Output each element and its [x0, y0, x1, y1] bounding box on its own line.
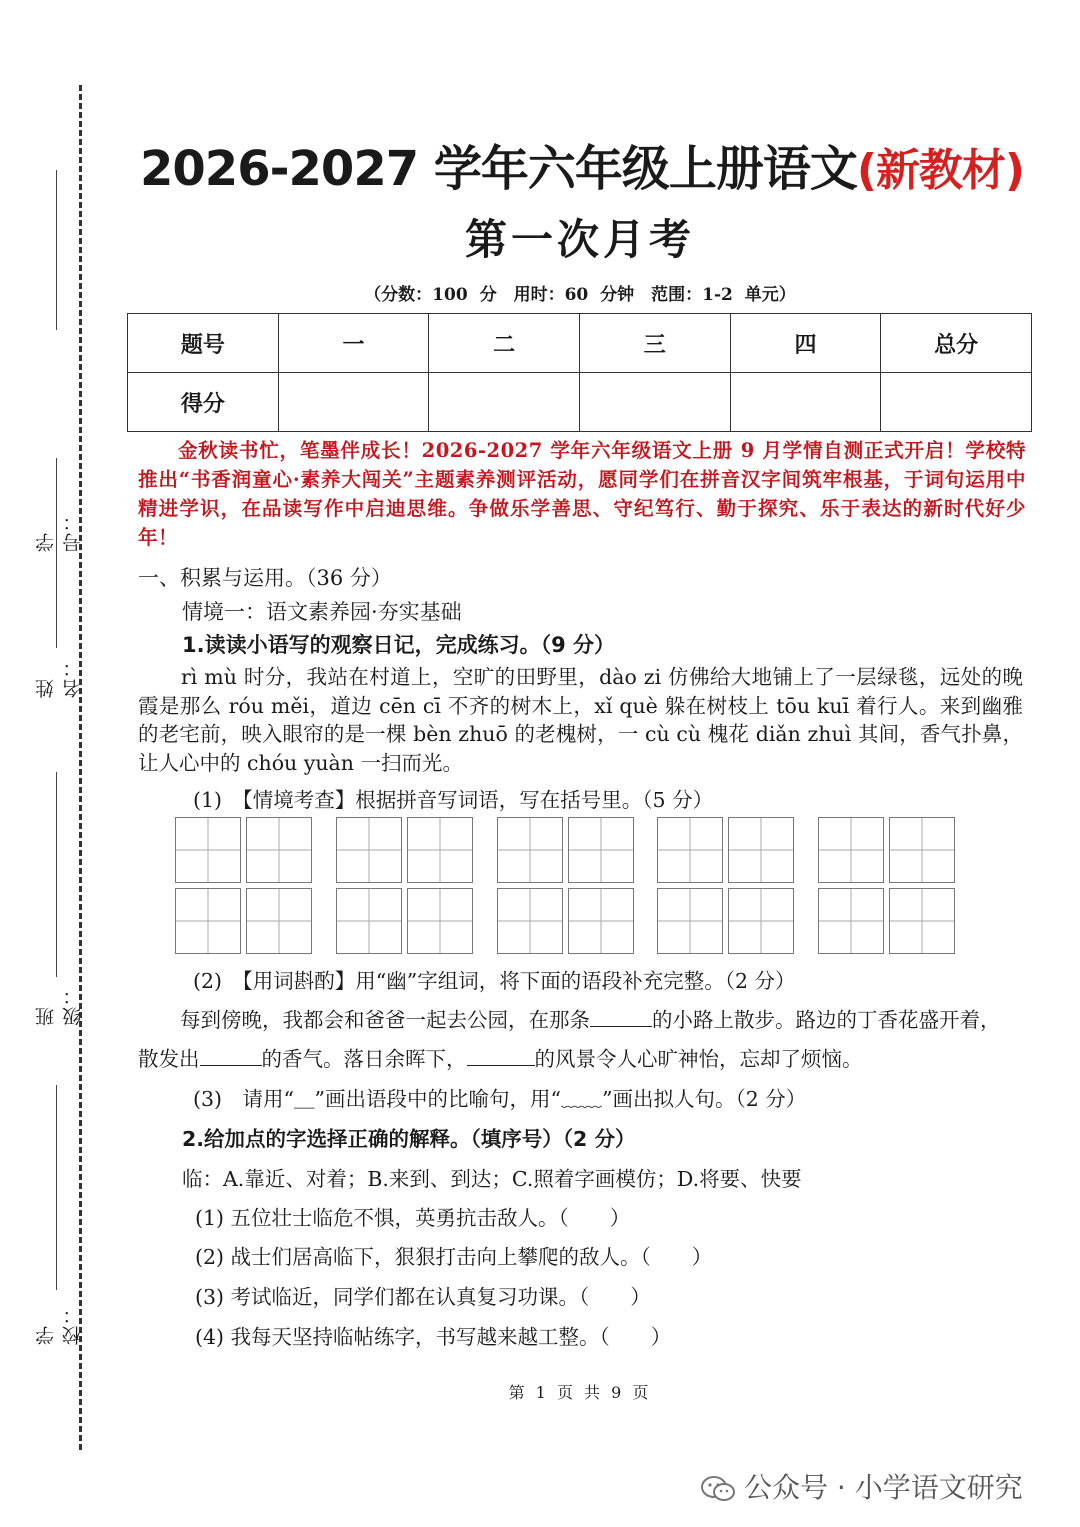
- field-underline: [56, 458, 57, 648]
- grid-cell[interactable]: [407, 817, 473, 883]
- question-2-item: (3) 考试临近，同学们都在认真复习功课。（ ）: [195, 1285, 651, 1309]
- page-subtitle: 第一次月考: [464, 215, 695, 264]
- grid-cell[interactable]: [497, 888, 563, 954]
- watermark-text: 公众号 · 小学语文研究: [744, 1471, 1023, 1504]
- header-cell: 一: [278, 314, 429, 373]
- fill-text: 的香气。落日余晖下，: [261, 1047, 467, 1071]
- grid-cell[interactable]: [728, 888, 794, 954]
- score-table-header-row: [128, 314, 1032, 373]
- grid-cell[interactable]: [175, 817, 241, 883]
- fill-text: 每到傍晚，我都会和爸爸一起去公园，在那条: [180, 1008, 590, 1032]
- score-cell[interactable]: [730, 373, 881, 432]
- title-main: 2026-2027 学年六年级上册语文: [140, 141, 857, 197]
- field-underline: [56, 772, 57, 977]
- score-cell[interactable]: [579, 373, 730, 432]
- grid-cell[interactable]: [818, 817, 884, 883]
- grid-cell[interactable]: [728, 817, 794, 883]
- watermark: [700, 1466, 1023, 1506]
- field-label: 学号：: [35, 510, 84, 552]
- grid-cell[interactable]: [889, 888, 955, 954]
- row-label-cell: 得分: [128, 373, 279, 432]
- fill-paragraph-line-2: [138, 1042, 863, 1072]
- question-1-title: 1.读读小语写的观察日记，完成练习。（9 分）: [182, 633, 616, 657]
- fill-blank[interactable]: [200, 1047, 262, 1066]
- answer-grid-group[interactable]: [818, 817, 958, 957]
- sub-question-1: (1) 【情境考查】根据拼音写词语，写在括号里。（5 分）: [193, 788, 714, 812]
- fill-paragraph-line-1: [180, 1003, 1001, 1033]
- grid-cell[interactable]: [246, 888, 312, 954]
- question-2-item: (4) 我每天坚持临帖练字，书写越来越工整。（ ）: [195, 1325, 672, 1349]
- answer-grid-group[interactable]: [175, 817, 315, 957]
- grid-cell[interactable]: [889, 817, 955, 883]
- answer-grid-group[interactable]: [497, 817, 637, 957]
- grid-cell[interactable]: [568, 888, 634, 954]
- header-cell: 四: [730, 314, 881, 373]
- score-cell[interactable]: [429, 373, 580, 432]
- page-number: 第 1 页 共 9 页: [508, 1383, 652, 1402]
- field-label: 班级：: [35, 984, 84, 1026]
- grid-cell[interactable]: [657, 817, 723, 883]
- question-2-options: 临：A.靠近、对着；B.来到、到达；C.照着字画模仿；D.将要、快要: [182, 1167, 802, 1191]
- header-cell: 总分: [881, 314, 1032, 373]
- answer-grid-group[interactable]: [657, 817, 797, 957]
- question-2-title: 2.给加点的字选择正确的解释。（填序号）（2 分）: [182, 1127, 636, 1151]
- field-underline: [56, 1085, 57, 1290]
- fill-text: 的小路上散步。路边的丁香花盛开着，: [652, 1008, 1001, 1032]
- score-cell[interactable]: [278, 373, 429, 432]
- header-cell: 题号: [128, 314, 279, 373]
- grid-cell[interactable]: [246, 817, 312, 883]
- diary-passage: rì mù 时分，我站在村道上，空旷的田野里，dào zi 仿佛给大地铺上了一层绿毯，远处的晚霞是那么 róu měi，道边 cēn cī 不齐的树木上，xǐ què 躲在树枝上 tōu kuī 着行人。来到幽雅的老宅前，映入眼帘的是一棵 bèn zhuō 的老槐树，一 cù cù 槐花 diǎn zhuì 其间，香气扑鼻，让人心中的 chóu yuàn 一扫而光。: [138, 665, 1023, 775]
- grid-cell[interactable]: [657, 888, 723, 954]
- grid-cell[interactable]: [407, 888, 473, 954]
- grid-cell[interactable]: [175, 888, 241, 954]
- score-table-score-row: [128, 373, 1032, 432]
- grid-cell[interactable]: [818, 888, 884, 954]
- scene-heading: 情境一：语文素养园·夯实基础: [182, 600, 462, 624]
- fill-text: 的风景令人心旷神怡，忘却了烦恼。: [534, 1047, 863, 1071]
- page-title: [140, 130, 1025, 199]
- score-table: [127, 313, 1032, 432]
- fill-text: 散发出: [138, 1047, 200, 1071]
- question-2-item: (1) 五位壮士临危不惧，英勇抗击敌人。（ ）: [195, 1206, 631, 1230]
- question-2-item: (2) 战士们居高临下，狠狠打击向上攀爬的敌人。（ ）: [195, 1245, 713, 1269]
- field-label: 学校：: [35, 1303, 84, 1345]
- grid-cell[interactable]: [497, 817, 563, 883]
- field-label: 姓名：: [35, 656, 84, 698]
- header-cell: 三: [579, 314, 730, 373]
- grid-cell[interactable]: [336, 817, 402, 883]
- binding-dashed-line: [79, 85, 82, 1450]
- intro-text: 金秋读书忙，笔墨伴成长！2026-2027 学年六年级语文上册 9 月学情自测正式开启！学校特推出“书香润童心·素养大闯关”主题素养测评活动，愿同学们在拼音汉字间筑牢根基，于词句运用中精进学识，在品读写作中启迪思维。争做乐学善思、守纪笃行、勤于探究、乐于表达的新时代好少年！: [138, 439, 1026, 549]
- exam-meta: （分数：100 分 用时：60 分钟 范围：1-2 单元）: [364, 285, 796, 305]
- fill-blank[interactable]: [590, 1008, 652, 1027]
- writing-grid: [175, 817, 960, 957]
- header-cell: 二: [429, 314, 580, 373]
- sub-question-3: (3) 请用“＿”画出语段中的比喻句，用“﹏﹏”画出拟人句。（2 分）: [193, 1087, 807, 1111]
- answer-grid-group[interactable]: [336, 817, 476, 957]
- fill-blank[interactable]: [467, 1047, 535, 1066]
- field-underline: [56, 170, 57, 330]
- wechat-icon: [700, 1475, 736, 1503]
- section-title: 一、积累与运用。（36 分）: [138, 566, 392, 590]
- title-tag: (新教材): [856, 145, 1025, 196]
- grid-cell[interactable]: [336, 888, 402, 954]
- grid-cell[interactable]: [568, 817, 634, 883]
- score-cell[interactable]: [881, 373, 1032, 432]
- sub-question-2: (2) 【用词斟酌】用“幽”字组词，将下面的语段补充完整。（2 分）: [193, 969, 796, 993]
